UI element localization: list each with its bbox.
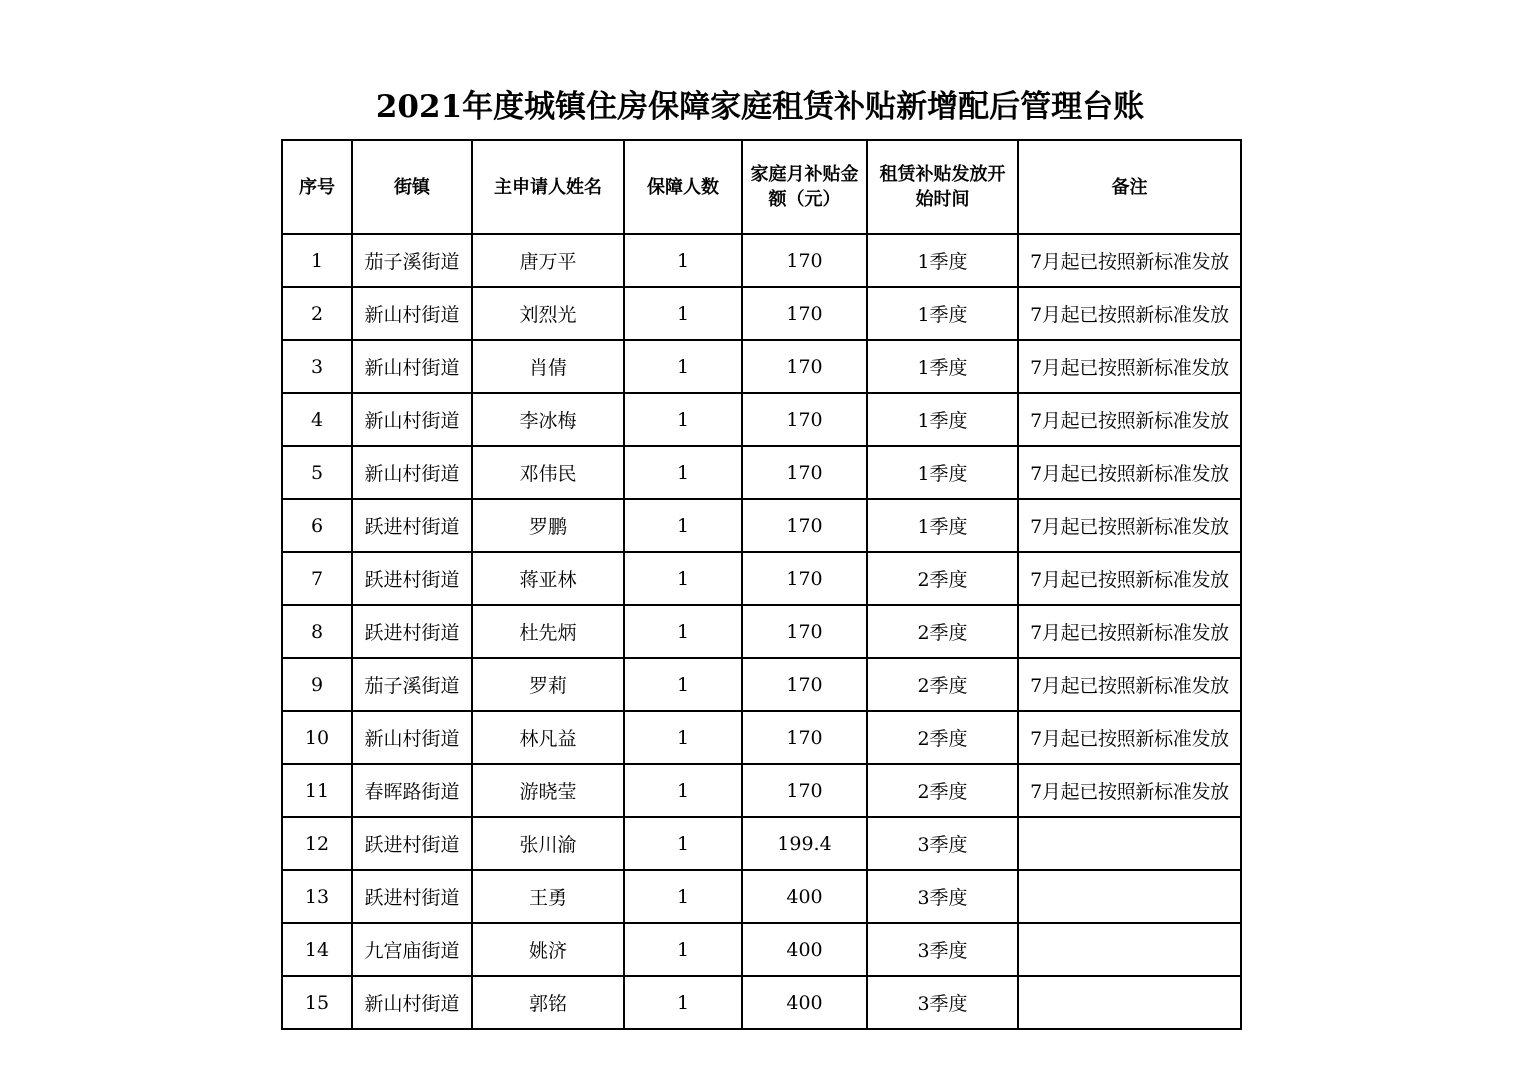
cell-seq: 9 xyxy=(282,658,352,711)
cell-persons: 1 xyxy=(624,499,742,552)
cell-applicant: 刘烈光 xyxy=(472,287,624,340)
cell-start-time: 2季度 xyxy=(867,658,1018,711)
cell-start-time: 1季度 xyxy=(867,446,1018,499)
table-row xyxy=(282,340,1241,393)
cell-persons: 1 xyxy=(624,287,742,340)
table-row xyxy=(282,393,1241,446)
header-start-time: 租赁补贴发放开始时间 xyxy=(867,140,1018,234)
cell-note: 7月起已按照新标准发放 xyxy=(1018,446,1241,499)
cell-applicant: 唐万平 xyxy=(472,234,624,287)
table-row xyxy=(282,923,1241,976)
cell-applicant: 姚济 xyxy=(472,923,624,976)
cell-street: 跃进村街道 xyxy=(352,499,472,552)
cell-start-time: 2季度 xyxy=(867,764,1018,817)
cell-amount: 170 xyxy=(742,499,867,552)
cell-amount: 170 xyxy=(742,711,867,764)
header-note: 备注 xyxy=(1018,140,1241,234)
table-row xyxy=(282,976,1241,1029)
cell-note: 7月起已按照新标准发放 xyxy=(1018,234,1241,287)
cell-persons: 1 xyxy=(624,605,742,658)
cell-note: 7月起已按照新标准发放 xyxy=(1018,552,1241,605)
table-row xyxy=(282,817,1241,870)
cell-applicant: 肖倩 xyxy=(472,340,624,393)
cell-persons: 1 xyxy=(624,393,742,446)
cell-amount: 170 xyxy=(742,287,867,340)
cell-applicant: 王勇 xyxy=(472,870,624,923)
cell-street: 跃进村街道 xyxy=(352,605,472,658)
cell-seq: 1 xyxy=(282,234,352,287)
cell-seq: 15 xyxy=(282,976,352,1029)
cell-note xyxy=(1018,923,1241,976)
cell-seq: 8 xyxy=(282,605,352,658)
cell-applicant: 邓伟民 xyxy=(472,446,624,499)
table-row xyxy=(282,287,1241,340)
cell-seq: 13 xyxy=(282,870,352,923)
cell-start-time: 2季度 xyxy=(867,605,1018,658)
cell-amount: 170 xyxy=(742,234,867,287)
cell-street: 跃进村街道 xyxy=(352,870,472,923)
cell-note: 7月起已按照新标准发放 xyxy=(1018,499,1241,552)
cell-street: 新山村街道 xyxy=(352,446,472,499)
cell-start-time: 1季度 xyxy=(867,499,1018,552)
cell-note xyxy=(1018,976,1241,1029)
cell-seq: 3 xyxy=(282,340,352,393)
cell-note: 7月起已按照新标准发放 xyxy=(1018,711,1241,764)
cell-street: 新山村街道 xyxy=(352,976,472,1029)
cell-seq: 14 xyxy=(282,923,352,976)
cell-street: 茄子溪街道 xyxy=(352,234,472,287)
cell-note: 7月起已按照新标准发放 xyxy=(1018,393,1241,446)
header-street: 街镇 xyxy=(352,140,472,234)
cell-amount: 170 xyxy=(742,658,867,711)
cell-street: 新山村街道 xyxy=(352,711,472,764)
header-row xyxy=(282,140,1241,234)
cell-start-time: 3季度 xyxy=(867,817,1018,870)
cell-street: 跃进村街道 xyxy=(352,817,472,870)
header-seq: 序号 xyxy=(282,140,352,234)
cell-start-time: 1季度 xyxy=(867,393,1018,446)
cell-applicant: 李冰梅 xyxy=(472,393,624,446)
cell-note: 7月起已按照新标准发放 xyxy=(1018,658,1241,711)
cell-amount: 170 xyxy=(742,340,867,393)
table-row xyxy=(282,711,1241,764)
table-row xyxy=(282,605,1241,658)
cell-amount: 400 xyxy=(742,870,867,923)
cell-note: 7月起已按照新标准发放 xyxy=(1018,764,1241,817)
cell-amount: 170 xyxy=(742,605,867,658)
cell-seq: 10 xyxy=(282,711,352,764)
header-persons: 保障人数 xyxy=(624,140,742,234)
cell-amount: 170 xyxy=(742,552,867,605)
cell-applicant: 蒋亚林 xyxy=(472,552,624,605)
table-row xyxy=(282,764,1241,817)
cell-start-time: 1季度 xyxy=(867,287,1018,340)
cell-start-time: 3季度 xyxy=(867,976,1018,1029)
cell-persons: 1 xyxy=(624,658,742,711)
cell-seq: 4 xyxy=(282,393,352,446)
cell-seq: 12 xyxy=(282,817,352,870)
ledger-table xyxy=(281,139,1242,1030)
cell-seq: 6 xyxy=(282,499,352,552)
table-row xyxy=(282,870,1241,923)
cell-persons: 1 xyxy=(624,976,742,1029)
cell-note: 7月起已按照新标准发放 xyxy=(1018,340,1241,393)
cell-persons: 1 xyxy=(624,234,742,287)
cell-note: 7月起已按照新标准发放 xyxy=(1018,605,1241,658)
cell-street: 新山村街道 xyxy=(352,340,472,393)
cell-persons: 1 xyxy=(624,552,742,605)
cell-applicant: 张川渝 xyxy=(472,817,624,870)
cell-start-time: 1季度 xyxy=(867,234,1018,287)
cell-persons: 1 xyxy=(624,340,742,393)
cell-amount: 199.4 xyxy=(742,817,867,870)
ledger-body xyxy=(282,234,1241,1029)
cell-start-time: 3季度 xyxy=(867,870,1018,923)
table-row xyxy=(282,658,1241,711)
cell-street: 新山村街道 xyxy=(352,287,472,340)
document-title: 2021年度城镇住房保障家庭租赁补贴新增配后管理台账 xyxy=(375,89,1145,125)
cell-applicant: 郭铭 xyxy=(472,976,624,1029)
cell-applicant: 罗鹏 xyxy=(472,499,624,552)
cell-applicant: 杜先炳 xyxy=(472,605,624,658)
cell-persons: 1 xyxy=(624,764,742,817)
table-row xyxy=(282,499,1241,552)
cell-amount: 400 xyxy=(742,976,867,1029)
cell-persons: 1 xyxy=(624,711,742,764)
cell-seq: 7 xyxy=(282,552,352,605)
cell-applicant: 游晓莹 xyxy=(472,764,624,817)
cell-seq: 5 xyxy=(282,446,352,499)
cell-street: 九宫庙街道 xyxy=(352,923,472,976)
table-row xyxy=(282,552,1241,605)
cell-persons: 1 xyxy=(624,817,742,870)
cell-seq: 11 xyxy=(282,764,352,817)
cell-amount: 170 xyxy=(742,446,867,499)
cell-amount: 400 xyxy=(742,923,867,976)
cell-street: 跃进村街道 xyxy=(352,552,472,605)
cell-persons: 1 xyxy=(624,923,742,976)
cell-street: 春晖路街道 xyxy=(352,764,472,817)
cell-persons: 1 xyxy=(624,446,742,499)
cell-amount: 170 xyxy=(742,764,867,817)
cell-applicant: 罗莉 xyxy=(472,658,624,711)
cell-amount: 170 xyxy=(742,393,867,446)
cell-applicant: 林凡益 xyxy=(472,711,624,764)
cell-note: 7月起已按照新标准发放 xyxy=(1018,287,1241,340)
cell-start-time: 1季度 xyxy=(867,340,1018,393)
table-row xyxy=(282,234,1241,287)
cell-note xyxy=(1018,817,1241,870)
cell-start-time: 3季度 xyxy=(867,923,1018,976)
cell-seq: 2 xyxy=(282,287,352,340)
header-applicant: 主申请人姓名 xyxy=(472,140,624,234)
cell-persons: 1 xyxy=(624,870,742,923)
table-row xyxy=(282,446,1241,499)
cell-street: 新山村街道 xyxy=(352,393,472,446)
cell-street: 茄子溪街道 xyxy=(352,658,472,711)
header-amount: 家庭月补贴金额（元） xyxy=(742,140,867,234)
cell-start-time: 2季度 xyxy=(867,711,1018,764)
cell-start-time: 2季度 xyxy=(867,552,1018,605)
cell-note xyxy=(1018,870,1241,923)
